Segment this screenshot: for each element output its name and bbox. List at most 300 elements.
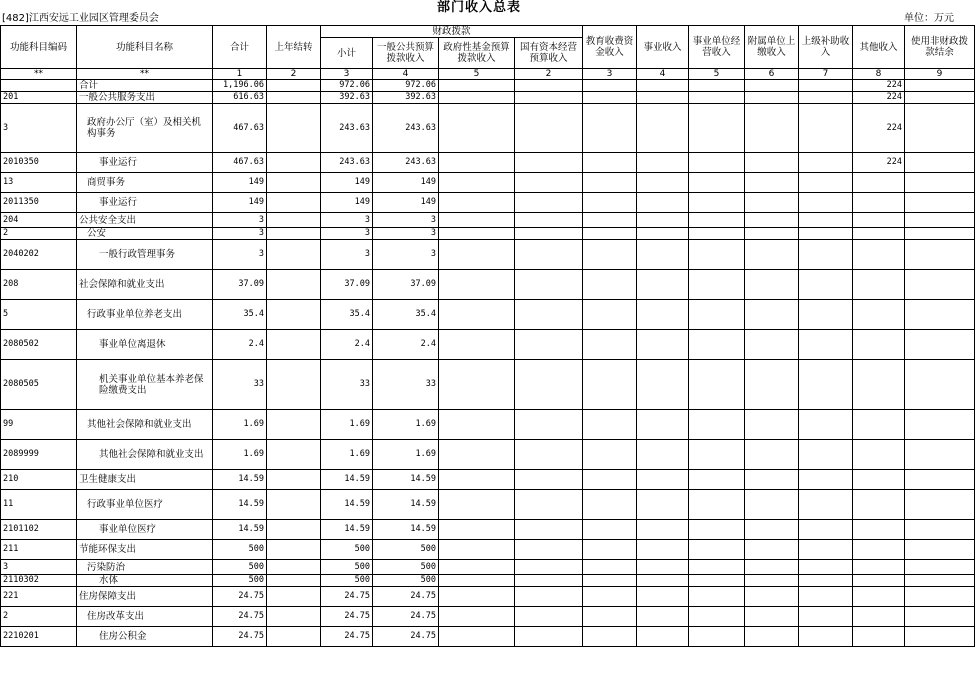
- row-gov-fund: [439, 270, 515, 300]
- row-name: 公共安全支出: [77, 213, 213, 228]
- row-gov-fund: [439, 520, 515, 540]
- row-subtotal: 2.4: [321, 330, 373, 360]
- row-superior-subsidy: [799, 80, 853, 92]
- row-state-capital: [515, 587, 583, 607]
- row-non-fiscal: [905, 560, 975, 575]
- row-general-budget: 24.75: [373, 607, 439, 627]
- row-gov-fund: [439, 575, 515, 587]
- row-edu-fee: [583, 270, 637, 300]
- row-other: [853, 240, 905, 270]
- table-row: [1, 173, 975, 193]
- row-affiliated: [745, 173, 799, 193]
- row-name: 一般公共服务支出: [77, 92, 213, 104]
- organization-label: [482]江西安远工业园区管理委员会: [2, 13, 159, 24]
- row-state-capital: [515, 470, 583, 490]
- row-general-budget: 1.69: [373, 410, 439, 440]
- row-business: [637, 193, 689, 213]
- row-business: [637, 270, 689, 300]
- row-edu-fee: [583, 470, 637, 490]
- row-total: 500: [213, 560, 267, 575]
- row-state-capital: [515, 173, 583, 193]
- row-code: 3: [1, 560, 77, 575]
- col-other-header: 其他收入: [853, 26, 905, 69]
- row-subtotal: 500: [321, 575, 373, 587]
- row-edu-fee: [583, 440, 637, 470]
- row-non-fiscal: [905, 575, 975, 587]
- row-total: 500: [213, 575, 267, 587]
- row-name: 事业运行: [77, 193, 213, 213]
- row-name: 住房公积金: [77, 627, 213, 647]
- row-affiliated: [745, 627, 799, 647]
- row-subtotal: 1.69: [321, 440, 373, 470]
- row-other: [853, 540, 905, 560]
- row-carryover: [267, 440, 321, 470]
- index-cell: 3: [321, 69, 373, 80]
- row-total: 3: [213, 213, 267, 228]
- row-business: [637, 300, 689, 330]
- row-non-fiscal: [905, 440, 975, 470]
- row-unit-business: [689, 213, 745, 228]
- row-code: 2: [1, 607, 77, 627]
- row-name: 卫生健康支出: [77, 470, 213, 490]
- row-subtotal: 243.63: [321, 153, 373, 173]
- row-state-capital: [515, 330, 583, 360]
- row-unit-business: [689, 360, 745, 410]
- row-general-budget: 35.4: [373, 300, 439, 330]
- row-superior-subsidy: [799, 270, 853, 300]
- row-total: 1.69: [213, 410, 267, 440]
- row-other: 224: [853, 104, 905, 153]
- row-unit-business: [689, 240, 745, 270]
- row-total: 1.69: [213, 440, 267, 470]
- row-business: [637, 104, 689, 153]
- row-name: 一般行政管理事务: [77, 240, 213, 270]
- row-superior-subsidy: [799, 490, 853, 520]
- row-superior-subsidy: [799, 213, 853, 228]
- row-edu-fee: [583, 627, 637, 647]
- row-general-budget: 243.63: [373, 153, 439, 173]
- col-subtotal-header: 小计: [321, 38, 373, 69]
- row-carryover: [267, 193, 321, 213]
- index-cell: 5: [439, 69, 515, 80]
- row-subtotal: 3: [321, 213, 373, 228]
- row-carryover: [267, 80, 321, 92]
- row-name: 住房改革支出: [77, 607, 213, 627]
- row-total: 24.75: [213, 627, 267, 647]
- row-unit-business: [689, 92, 745, 104]
- row-subtotal: 3: [321, 228, 373, 240]
- row-code: 2080502: [1, 330, 77, 360]
- index-cell: 7: [799, 69, 853, 80]
- row-total: 24.75: [213, 587, 267, 607]
- row-business: [637, 560, 689, 575]
- row-business: [637, 490, 689, 520]
- row-gov-fund: [439, 410, 515, 440]
- table-row: [1, 330, 975, 360]
- row-state-capital: [515, 360, 583, 410]
- row-general-budget: 24.75: [373, 587, 439, 607]
- row-superior-subsidy: [799, 560, 853, 575]
- index-cell: 9: [905, 69, 975, 80]
- row-carryover: [267, 587, 321, 607]
- row-affiliated: [745, 270, 799, 300]
- row-affiliated: [745, 520, 799, 540]
- row-code: 208: [1, 270, 77, 300]
- index-cell: 3: [583, 69, 637, 80]
- row-affiliated: [745, 153, 799, 173]
- row-unit-business: [689, 228, 745, 240]
- row-edu-fee: [583, 410, 637, 440]
- row-gov-fund: [439, 607, 515, 627]
- row-gov-fund: [439, 300, 515, 330]
- index-cell: 2: [515, 69, 583, 80]
- row-affiliated: [745, 560, 799, 575]
- row-general-budget: 972.06: [373, 80, 439, 92]
- row-non-fiscal: [905, 240, 975, 270]
- row-carryover: [267, 240, 321, 270]
- row-subtotal: 24.75: [321, 627, 373, 647]
- page-title: 部门收入总表: [436, 0, 521, 15]
- row-gov-fund: [439, 193, 515, 213]
- row-superior-subsidy: [799, 193, 853, 213]
- row-code: 2080505: [1, 360, 77, 410]
- table-header: [1, 26, 975, 80]
- row-total: 467.63: [213, 153, 267, 173]
- table-row: [1, 490, 975, 520]
- row-superior-subsidy: [799, 470, 853, 490]
- row-edu-fee: [583, 193, 637, 213]
- row-non-fiscal: [905, 540, 975, 560]
- col-general-budget-header: 一般公共预算拨款收入: [373, 38, 439, 69]
- row-code: 201: [1, 92, 77, 104]
- row-other: [853, 330, 905, 360]
- row-carryover: [267, 607, 321, 627]
- col-name-header: 功能科目名称: [77, 26, 213, 69]
- row-code: [1, 80, 77, 92]
- col-fiscal-group-header: 财政拨款: [321, 26, 583, 38]
- row-gov-fund: [439, 104, 515, 153]
- row-unit-business: [689, 627, 745, 647]
- row-non-fiscal: [905, 490, 975, 520]
- row-other: [853, 470, 905, 490]
- row-edu-fee: [583, 587, 637, 607]
- row-state-capital: [515, 228, 583, 240]
- row-business: [637, 607, 689, 627]
- row-non-fiscal: [905, 80, 975, 92]
- index-cell: 6: [745, 69, 799, 80]
- table-row: [1, 270, 975, 300]
- table-body: [1, 80, 975, 647]
- row-name: 节能环保支出: [77, 540, 213, 560]
- row-code: 2040202: [1, 240, 77, 270]
- row-other: [853, 193, 905, 213]
- row-subtotal: 37.09: [321, 270, 373, 300]
- row-gov-fund: [439, 440, 515, 470]
- row-subtotal: 149: [321, 173, 373, 193]
- row-carryover: [267, 470, 321, 490]
- col-state-capital-header: 国有资本经营预算收入: [515, 38, 583, 69]
- row-subtotal: 35.4: [321, 300, 373, 330]
- row-unit-business: [689, 540, 745, 560]
- row-superior-subsidy: [799, 520, 853, 540]
- row-total: 14.59: [213, 470, 267, 490]
- row-subtotal: 24.75: [321, 607, 373, 627]
- row-non-fiscal: [905, 213, 975, 228]
- row-carryover: [267, 213, 321, 228]
- row-non-fiscal: [905, 193, 975, 213]
- row-gov-fund: [439, 627, 515, 647]
- table-row: [1, 575, 975, 587]
- row-other: [853, 575, 905, 587]
- col-carryover-header: 上年结转: [267, 26, 321, 69]
- col-affiliated-header: 附属单位上缴收入: [745, 26, 799, 69]
- row-state-capital: [515, 575, 583, 587]
- row-total: 33: [213, 360, 267, 410]
- row-state-capital: [515, 560, 583, 575]
- row-code: 210: [1, 470, 77, 490]
- row-general-budget: 149: [373, 193, 439, 213]
- row-unit-business: [689, 587, 745, 607]
- row-business: [637, 627, 689, 647]
- row-other: [853, 360, 905, 410]
- table-row: [1, 104, 975, 153]
- row-other: [853, 587, 905, 607]
- row-superior-subsidy: [799, 410, 853, 440]
- row-name: 水体: [77, 575, 213, 587]
- row-superior-subsidy: [799, 587, 853, 607]
- row-carryover: [267, 360, 321, 410]
- row-name: 公安: [77, 228, 213, 240]
- row-other: [853, 490, 905, 520]
- row-state-capital: [515, 193, 583, 213]
- row-superior-subsidy: [799, 330, 853, 360]
- row-unit-business: [689, 440, 745, 470]
- row-state-capital: [515, 80, 583, 92]
- row-code: 2101102: [1, 520, 77, 540]
- row-superior-subsidy: [799, 627, 853, 647]
- row-affiliated: [745, 540, 799, 560]
- row-superior-subsidy: [799, 300, 853, 330]
- row-general-budget: 149: [373, 173, 439, 193]
- table-row: [1, 470, 975, 490]
- row-subtotal: 500: [321, 540, 373, 560]
- table-row: [1, 607, 975, 627]
- row-superior-subsidy: [799, 360, 853, 410]
- row-superior-subsidy: [799, 607, 853, 627]
- row-carryover: [267, 627, 321, 647]
- row-state-capital: [515, 213, 583, 228]
- row-non-fiscal: [905, 330, 975, 360]
- row-non-fiscal: [905, 520, 975, 540]
- row-general-budget: 3: [373, 240, 439, 270]
- row-edu-fee: [583, 213, 637, 228]
- row-carryover: [267, 540, 321, 560]
- row-code: 5: [1, 300, 77, 330]
- row-subtotal: 392.63: [321, 92, 373, 104]
- row-non-fiscal: [905, 470, 975, 490]
- row-total: 2.4: [213, 330, 267, 360]
- row-non-fiscal: [905, 270, 975, 300]
- row-gov-fund: [439, 470, 515, 490]
- table-row: [1, 587, 975, 607]
- row-superior-subsidy: [799, 153, 853, 173]
- row-total: 14.59: [213, 490, 267, 520]
- row-affiliated: [745, 330, 799, 360]
- row-affiliated: [745, 360, 799, 410]
- row-total: 3: [213, 240, 267, 270]
- row-code: 99: [1, 410, 77, 440]
- row-general-budget: 14.59: [373, 520, 439, 540]
- row-carryover: [267, 560, 321, 575]
- row-state-capital: [515, 440, 583, 470]
- row-gov-fund: [439, 80, 515, 92]
- row-non-fiscal: [905, 92, 975, 104]
- row-superior-subsidy: [799, 173, 853, 193]
- index-cell: 2: [267, 69, 321, 80]
- row-business: [637, 228, 689, 240]
- row-non-fiscal: [905, 587, 975, 607]
- col-non-fiscal-header: 使用非财政拨款结余: [905, 26, 975, 69]
- row-unit-business: [689, 270, 745, 300]
- row-affiliated: [745, 300, 799, 330]
- row-superior-subsidy: [799, 240, 853, 270]
- table-row: [1, 560, 975, 575]
- row-code: 211: [1, 540, 77, 560]
- row-carryover: [267, 300, 321, 330]
- row-code: 2110302: [1, 575, 77, 587]
- row-code: 2010350: [1, 153, 77, 173]
- row-code: 3: [1, 104, 77, 153]
- row-non-fiscal: [905, 627, 975, 647]
- row-superior-subsidy: [799, 228, 853, 240]
- row-edu-fee: [583, 607, 637, 627]
- col-superior-subsidy-header: 上级补助收入: [799, 26, 853, 69]
- row-general-budget: 500: [373, 560, 439, 575]
- row-unit-business: [689, 575, 745, 587]
- row-non-fiscal: [905, 410, 975, 440]
- row-unit-business: [689, 490, 745, 520]
- row-superior-subsidy: [799, 540, 853, 560]
- row-state-capital: [515, 92, 583, 104]
- row-code: 11: [1, 490, 77, 520]
- index-cell: 4: [373, 69, 439, 80]
- table-row: [1, 540, 975, 560]
- row-carryover: [267, 92, 321, 104]
- row-business: [637, 575, 689, 587]
- row-other: [853, 440, 905, 470]
- row-state-capital: [515, 607, 583, 627]
- row-name: 商贸事务: [77, 173, 213, 193]
- row-affiliated: [745, 587, 799, 607]
- row-carryover: [267, 228, 321, 240]
- row-business: [637, 240, 689, 270]
- row-edu-fee: [583, 228, 637, 240]
- row-subtotal: 14.59: [321, 490, 373, 520]
- row-subtotal: 972.06: [321, 80, 373, 92]
- row-affiliated: [745, 213, 799, 228]
- row-non-fiscal: [905, 300, 975, 330]
- row-state-capital: [515, 490, 583, 520]
- row-gov-fund: [439, 213, 515, 228]
- table-row: [1, 627, 975, 647]
- row-state-capital: [515, 300, 583, 330]
- row-general-budget: 3: [373, 213, 439, 228]
- row-business: [637, 213, 689, 228]
- row-edu-fee: [583, 520, 637, 540]
- table-row: [1, 410, 975, 440]
- row-affiliated: [745, 607, 799, 627]
- row-subtotal: 1.69: [321, 410, 373, 440]
- row-state-capital: [515, 627, 583, 647]
- row-general-budget: 3: [373, 228, 439, 240]
- row-carryover: [267, 270, 321, 300]
- row-unit-business: [689, 330, 745, 360]
- row-subtotal: 149: [321, 193, 373, 213]
- row-total: 24.75: [213, 607, 267, 627]
- row-other: [853, 627, 905, 647]
- row-unit-business: [689, 410, 745, 440]
- row-code: 13: [1, 173, 77, 193]
- row-other: [853, 213, 905, 228]
- row-unit-business: [689, 520, 745, 540]
- row-carryover: [267, 330, 321, 360]
- row-name: 其他社会保障和就业支出: [77, 440, 213, 470]
- row-state-capital: [515, 153, 583, 173]
- row-affiliated: [745, 104, 799, 153]
- row-total: 3: [213, 228, 267, 240]
- row-edu-fee: [583, 173, 637, 193]
- row-subtotal: 33: [321, 360, 373, 410]
- row-code: 2089999: [1, 440, 77, 470]
- row-code: 2: [1, 228, 77, 240]
- row-general-budget: 24.75: [373, 627, 439, 647]
- row-code: 2011350: [1, 193, 77, 213]
- row-business: [637, 470, 689, 490]
- row-business: [637, 92, 689, 104]
- row-edu-fee: [583, 360, 637, 410]
- col-business-header: 事业收入: [637, 26, 689, 69]
- row-unit-business: [689, 470, 745, 490]
- row-general-budget: 392.63: [373, 92, 439, 104]
- table-row: [1, 240, 975, 270]
- row-non-fiscal: [905, 228, 975, 240]
- row-gov-fund: [439, 330, 515, 360]
- row-non-fiscal: [905, 104, 975, 153]
- row-code: 221: [1, 587, 77, 607]
- row-business: [637, 520, 689, 540]
- row-affiliated: [745, 470, 799, 490]
- row-total: 616.63: [213, 92, 267, 104]
- row-total: 500: [213, 540, 267, 560]
- row-edu-fee: [583, 80, 637, 92]
- row-business: [637, 153, 689, 173]
- row-affiliated: [745, 92, 799, 104]
- row-gov-fund: [439, 490, 515, 520]
- row-non-fiscal: [905, 173, 975, 193]
- row-affiliated: [745, 410, 799, 440]
- row-gov-fund: [439, 560, 515, 575]
- row-name: 事业运行: [77, 153, 213, 173]
- row-name: 行政事业单位养老支出: [77, 300, 213, 330]
- table-row: [1, 520, 975, 540]
- row-gov-fund: [439, 173, 515, 193]
- table-row: [1, 300, 975, 330]
- row-affiliated: [745, 240, 799, 270]
- row-other: [853, 173, 905, 193]
- row-business: [637, 80, 689, 92]
- row-other: [853, 410, 905, 440]
- row-name: 社会保障和就业支出: [77, 270, 213, 300]
